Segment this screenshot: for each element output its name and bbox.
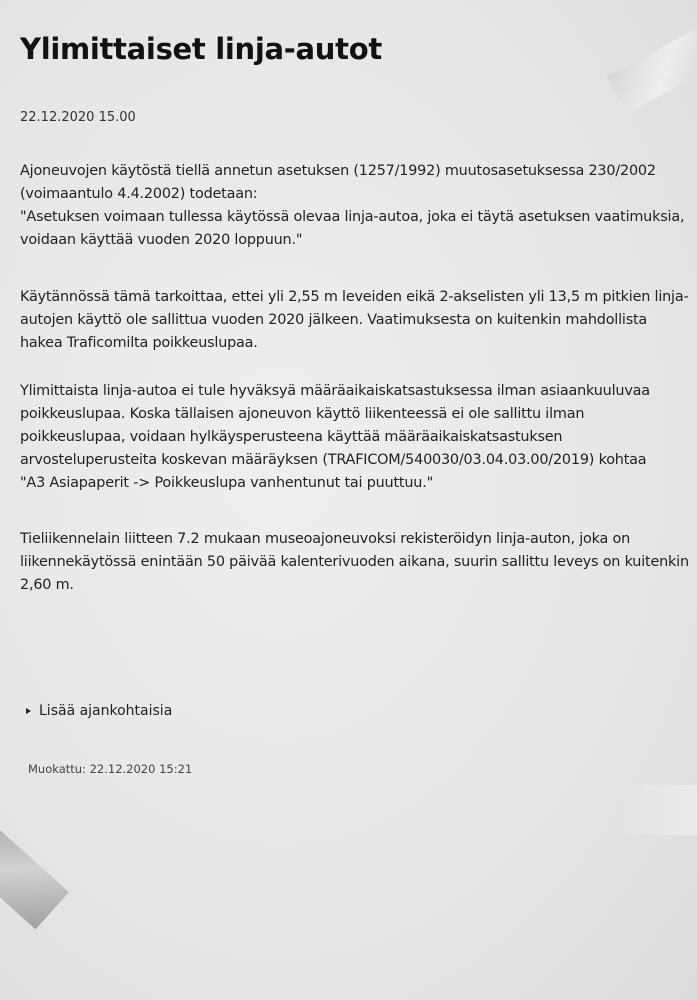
paragraph-line: Ajoneuvojen käytöstä tiellä annetun asetuksen (1257/1992) muutosasetuksessa 230/2002 bbox=[20, 163, 656, 179]
more-news-link[interactable] bbox=[26, 703, 172, 719]
page-title: Ylimittaiset linja-autot bbox=[20, 32, 382, 66]
publish-date: 22.12.2020 15.00 bbox=[20, 110, 136, 125]
paragraph bbox=[20, 380, 680, 495]
more-news-label: Lisää ajankohtaisia bbox=[39, 703, 173, 719]
paragraph-line: "A3 Asiapaperit -> Poikkeuslupa vanhentunut tai puuttuu." bbox=[20, 475, 433, 491]
paragraph-line: (voimaantulo 4.4.2002) todetaan: bbox=[20, 186, 258, 202]
paragraph bbox=[20, 160, 685, 252]
paragraph-line: liikennekäytössä enintään 50 päivää kalenterivuoden aikana, suurin sallittu leveys on kuitenkin bbox=[20, 554, 689, 570]
tape-mark bbox=[0, 831, 69, 930]
paragraph-line: "Asetuksen voimaan tullessa käytössä olevaa linja-autoa, joka ei täytä asetuksen vaatimuksia, bbox=[20, 209, 685, 225]
triangle-right-icon bbox=[26, 708, 31, 714]
paragraph-line: autojen käyttö ole sallittua vuoden 2020 jälkeen. Vaatimuksesta on kuitenkin mahdollista bbox=[20, 312, 648, 328]
paragraph bbox=[20, 286, 689, 355]
tape-mark bbox=[620, 785, 697, 835]
paragraph-line: poikkeuslupaa. Koska tällaisen ajoneuvon käyttö liikenteessä ei ole sallittu ilman bbox=[20, 406, 585, 422]
tape-mark bbox=[607, 25, 697, 114]
modified-date: Muokattu: 22.12.2020 15:21 bbox=[28, 762, 193, 776]
paragraph-line: voidaan käyttää vuoden 2020 loppuun." bbox=[20, 232, 303, 248]
paragraph-line: Käytännössä tämä tarkoittaa, ettei yli 2,55 m leveiden eikä 2-akselisten yli 13,5 m pitkien linja- bbox=[20, 289, 689, 305]
paragraph-line: poikkeuslupaa, voidaan hylkäysperusteena käyttää määräaikaiskatsastuksen bbox=[20, 429, 563, 445]
paragraph-line: hakea Traficomilta poikkeuslupaa. bbox=[20, 335, 258, 351]
paragraph bbox=[20, 528, 689, 597]
paragraph-line: arvosteluperusteita koskevan määräyksen (TRAFICOM/540030/03.04.03.00/2019) kohtaa bbox=[20, 452, 647, 468]
paragraph-line: Tieliikennelain liitteen 7.2 mukaan museoajoneuvoksi rekisteröidyn linja-auton, joka on bbox=[20, 531, 631, 547]
paragraph-line: Ylimittaista linja-autoa ei tule hyväksyä määräaikaiskatsastuksessa ilman asiaankuuluvaa bbox=[20, 383, 650, 399]
paragraph-line: 2,60 m. bbox=[20, 577, 74, 593]
